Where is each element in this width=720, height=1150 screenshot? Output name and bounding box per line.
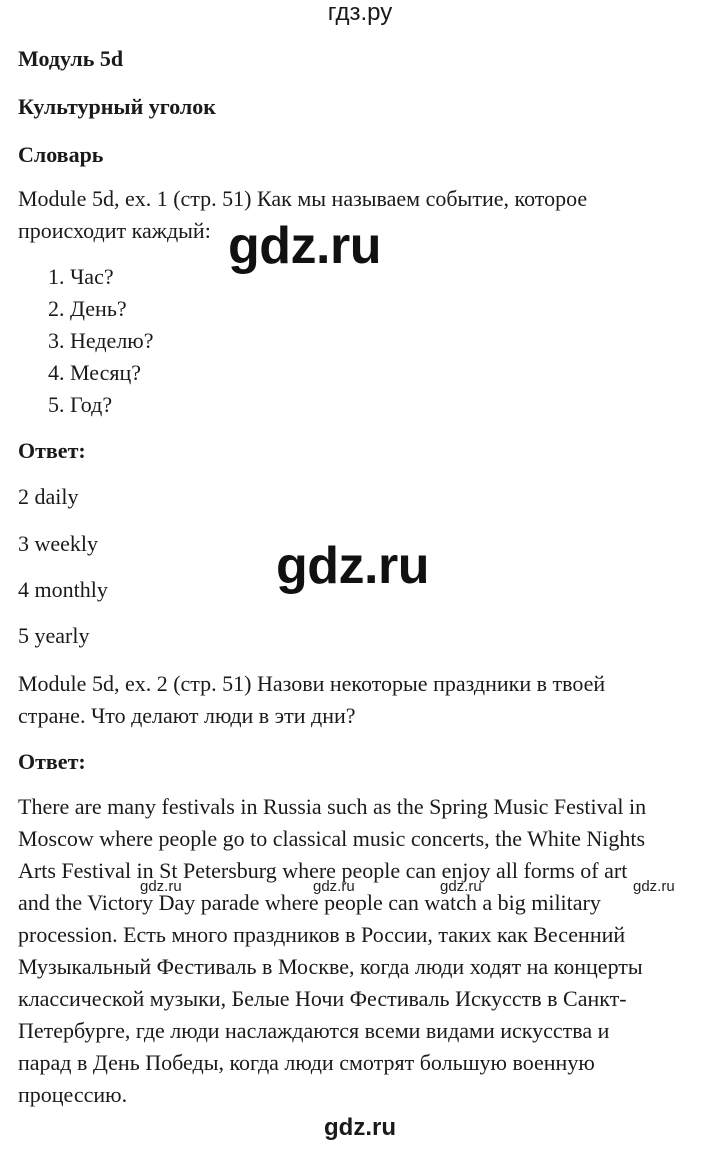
watermark: gdz.ru	[228, 217, 381, 275]
exercise1-text-line2: происходит каждый:	[18, 218, 211, 243]
watermark-small: gdz.ru	[440, 878, 482, 895]
footer-watermark: gdz.ru	[324, 1114, 396, 1141]
answer2-line: Петербурге, где люди наслаждаются всеми видами искусства и	[18, 1018, 610, 1043]
exercise2-text-line1: Module 5d, ex. 2 (стр. 51) Назови некоторые праздники в твоей	[18, 671, 606, 696]
answer2-line: классической музыки, Белые Ночи Фестиваль Искусств в Санкт-	[18, 986, 627, 1011]
vocab-heading: Словарь	[18, 142, 104, 167]
answer2-line: Arts Festival in St Petersburg where people can enjoy all forms of art	[18, 858, 628, 883]
answer2-line: парад в День Победы, когда люди смотрят большую военную	[18, 1050, 595, 1075]
section-heading: Культурный уголок	[18, 94, 216, 119]
list-item: 4. Месяц?	[48, 360, 142, 385]
answer-line: 2 daily	[18, 484, 79, 509]
answer2-line: procession. Есть много праздников в России, таких как Весенний	[18, 922, 626, 947]
module-heading: Модуль 5d	[18, 46, 124, 71]
answer-line: 4 monthly	[18, 577, 108, 602]
exercise2-text-line2: стране. Что делают люди в эти дни?	[18, 703, 356, 728]
list-item: 3. Неделю?	[48, 328, 154, 353]
answer1-label: Ответ:	[18, 438, 86, 463]
answer-line: 3 weekly	[18, 531, 99, 556]
list-item: 5. Год?	[48, 392, 113, 417]
list-item: 1. Час?	[48, 264, 114, 289]
watermark-small: gdz.ru	[313, 878, 355, 895]
answer2-line: Музыкальный Фестиваль в Москве, когда люди ходят на концерты	[18, 954, 643, 979]
exercise1-text-line1: Module 5d, ex. 1 (стр. 51) Как мы называем событие, которое	[18, 186, 588, 211]
watermark-small: gdz.ru	[633, 878, 675, 895]
answer2-line: There are many festivals in Russia such as the Spring Music Festival in	[18, 794, 647, 819]
answer2-line: and the Victory Day parade where people can watch a big military	[18, 890, 601, 915]
watermark-small: gdz.ru	[140, 878, 182, 895]
answer2-label: Ответ:	[18, 749, 86, 774]
answer2-line: процессию.	[18, 1082, 128, 1107]
answer-line: 5 yearly	[18, 623, 90, 648]
answer2-line: Moscow where people go to classical music concerts, the White Nights	[18, 826, 646, 851]
site-header: гдз.ру	[327, 0, 393, 26]
watermark: gdz.ru	[276, 537, 429, 595]
list-item: 2. День?	[48, 296, 127, 321]
